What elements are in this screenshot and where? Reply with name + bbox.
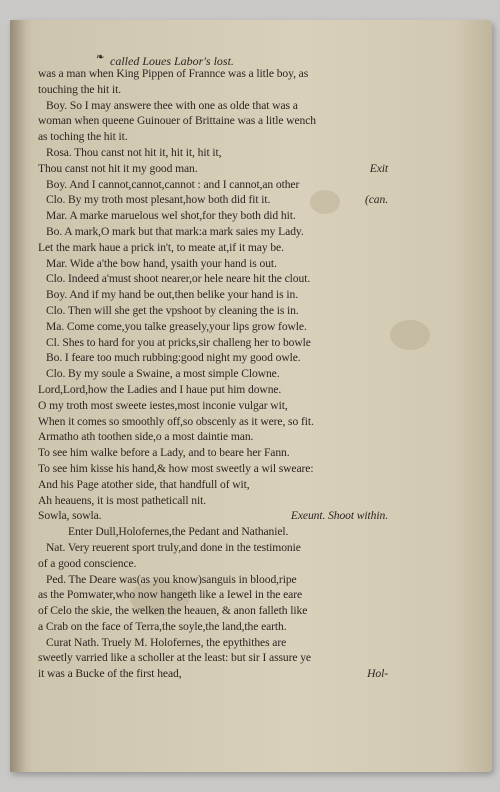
text-line bbox=[38, 508, 388, 524]
line-text: Bo. A mark,O mark but that mark:a mark saies my Lady. bbox=[46, 224, 304, 238]
text-line bbox=[38, 556, 388, 572]
line-text: it was a Bucke of the first head, bbox=[38, 667, 182, 681]
paper-stain bbox=[390, 320, 430, 350]
text-line bbox=[38, 145, 388, 161]
fleuron-ornament: ❧ bbox=[96, 52, 105, 63]
line-text: touching the hit it. bbox=[38, 82, 122, 96]
line-text: as the Pomwater,who now hangeth like a Iewel in the eare bbox=[38, 588, 303, 602]
text-line bbox=[38, 129, 388, 145]
text-line bbox=[38, 493, 388, 509]
text-line bbox=[38, 224, 388, 240]
line-text: Clo. By my soule a Swaine, a most simple Clowne. bbox=[46, 367, 280, 381]
text-line bbox=[38, 635, 388, 651]
text-line bbox=[38, 82, 388, 98]
line-text: Cl. Shes to hard for you at pricks,sir challeng her to bowle bbox=[46, 335, 311, 349]
line-text: To see him kisse his hand,& how most sweetly a wil sweare: bbox=[38, 461, 314, 475]
text-line bbox=[38, 382, 388, 398]
line-text: Clo. By my troth most plesant,how both did fit it. bbox=[46, 193, 271, 207]
line-text: woman when queene Guinouer of Brittaine was a litle wench bbox=[38, 114, 316, 128]
text-line bbox=[38, 603, 388, 619]
text-line bbox=[38, 319, 388, 335]
line-text: sweetly varried like a scholler at the least: but sir I assure ye bbox=[38, 651, 311, 665]
text-line bbox=[38, 271, 388, 287]
line-text: was a man when King Pippen of Frannce was a litle boy, as bbox=[38, 67, 309, 80]
text-line bbox=[38, 414, 388, 430]
line-text: Mar. A marke maruelous wel shot,for they both did hit. bbox=[46, 209, 296, 223]
line-text: Boy. And if my hand be out,then belike your hand is in. bbox=[46, 288, 298, 302]
line-text: Curat Nath. Truely M. Holofernes, the epythithes are bbox=[46, 635, 287, 649]
text-line bbox=[38, 192, 388, 208]
text-line bbox=[38, 398, 388, 414]
text-line bbox=[38, 335, 388, 351]
line-text: Ah heauens, it is most patheticall nit. bbox=[38, 493, 207, 507]
text-line bbox=[38, 366, 388, 382]
line-text: Boy. So I may answere thee with one as olde that was a bbox=[46, 98, 298, 112]
text-line bbox=[38, 540, 388, 556]
line-text: When it comes so smoothly off,so obscenly as it were, so fit. bbox=[38, 414, 314, 428]
text-line bbox=[38, 303, 388, 319]
line-text: as toching the hit it. bbox=[38, 130, 128, 144]
text-block bbox=[38, 66, 388, 682]
text-line bbox=[38, 256, 388, 272]
line-text: Thou canst not hit it my good man. bbox=[38, 161, 198, 175]
line-text: of Celo the skie, the welken the heauen, & anon falleth like bbox=[38, 604, 308, 618]
line-text: Armatho ath toothen side,o a most daintie man. bbox=[38, 430, 254, 444]
catchword: Hol- bbox=[367, 667, 388, 681]
line-text: of a good conscience. bbox=[38, 556, 137, 570]
stage-direction: Exit bbox=[369, 161, 388, 175]
text-line bbox=[38, 66, 388, 82]
line-text: Clo. Indeed a'must shoot nearer,or hele neare hit the clout. bbox=[46, 272, 311, 286]
text-line bbox=[38, 524, 388, 540]
text-line bbox=[38, 177, 388, 193]
text-line bbox=[38, 445, 388, 461]
text-line bbox=[38, 240, 388, 256]
text-line bbox=[38, 666, 388, 682]
line-text: Ma. Come come,you talke greasely,your lips grow fowle. bbox=[46, 319, 307, 333]
text-line bbox=[38, 461, 388, 477]
line-text: Clo. Then will she get the vpshoot by cleaning the is in. bbox=[46, 303, 299, 317]
line-text: Rosa. Thou canst not hit it, hit it, hit it, bbox=[46, 145, 222, 159]
text-line bbox=[38, 113, 388, 129]
text-line bbox=[38, 587, 388, 603]
text-line bbox=[38, 350, 388, 366]
line-text: O my troth most sweete iestes,most inconie vulgar wit, bbox=[38, 398, 288, 412]
text-line bbox=[38, 287, 388, 303]
line-text: Sowla, sowla. bbox=[38, 509, 102, 523]
line-text: Bo. I feare too much rubbing:good night my good owle. bbox=[46, 351, 301, 365]
line-text: Enter Dull,Holofernes,the Pedant and Nathaniel. bbox=[68, 525, 289, 539]
book-page bbox=[10, 20, 492, 772]
page-gutter-shadow bbox=[10, 20, 26, 772]
line-text: To see him walke before a Lady, and to beare her Fann. bbox=[38, 446, 290, 460]
stage-direction: Exeunt. Shoot within. bbox=[290, 509, 388, 523]
text-line bbox=[38, 619, 388, 635]
line-text: a Crab on the face of Terra,the soyle,the land,the earth. bbox=[38, 619, 287, 633]
text-line bbox=[38, 650, 388, 666]
line-text: Mar. Wide a'the bow hand, ysaith your hand is out. bbox=[46, 256, 277, 270]
running-head: called Loues Labor's lost. bbox=[110, 54, 234, 68]
stage-direction: (can. bbox=[365, 193, 388, 207]
text-line bbox=[38, 161, 388, 177]
line-text: Nat. Very reuerent sport truly,and done in the testimonie bbox=[46, 540, 301, 554]
text-line bbox=[38, 429, 388, 445]
line-text: Ped. The Deare was(as you know)sanguis in blood,ripe bbox=[46, 572, 297, 586]
text-line bbox=[38, 477, 388, 493]
text-line bbox=[38, 98, 388, 114]
line-text: Let the mark haue a prick in't, to meate at,if it may be. bbox=[38, 240, 284, 254]
line-text: And his Page atother side, that handfull of wit, bbox=[38, 477, 250, 491]
text-line bbox=[38, 208, 388, 224]
line-text: Boy. And I cannot,cannot,cannot : and I cannot,an other bbox=[46, 177, 300, 191]
text-line bbox=[38, 572, 388, 588]
line-text: Lord,Lord,how the Ladies and I haue put him downe. bbox=[38, 382, 282, 396]
